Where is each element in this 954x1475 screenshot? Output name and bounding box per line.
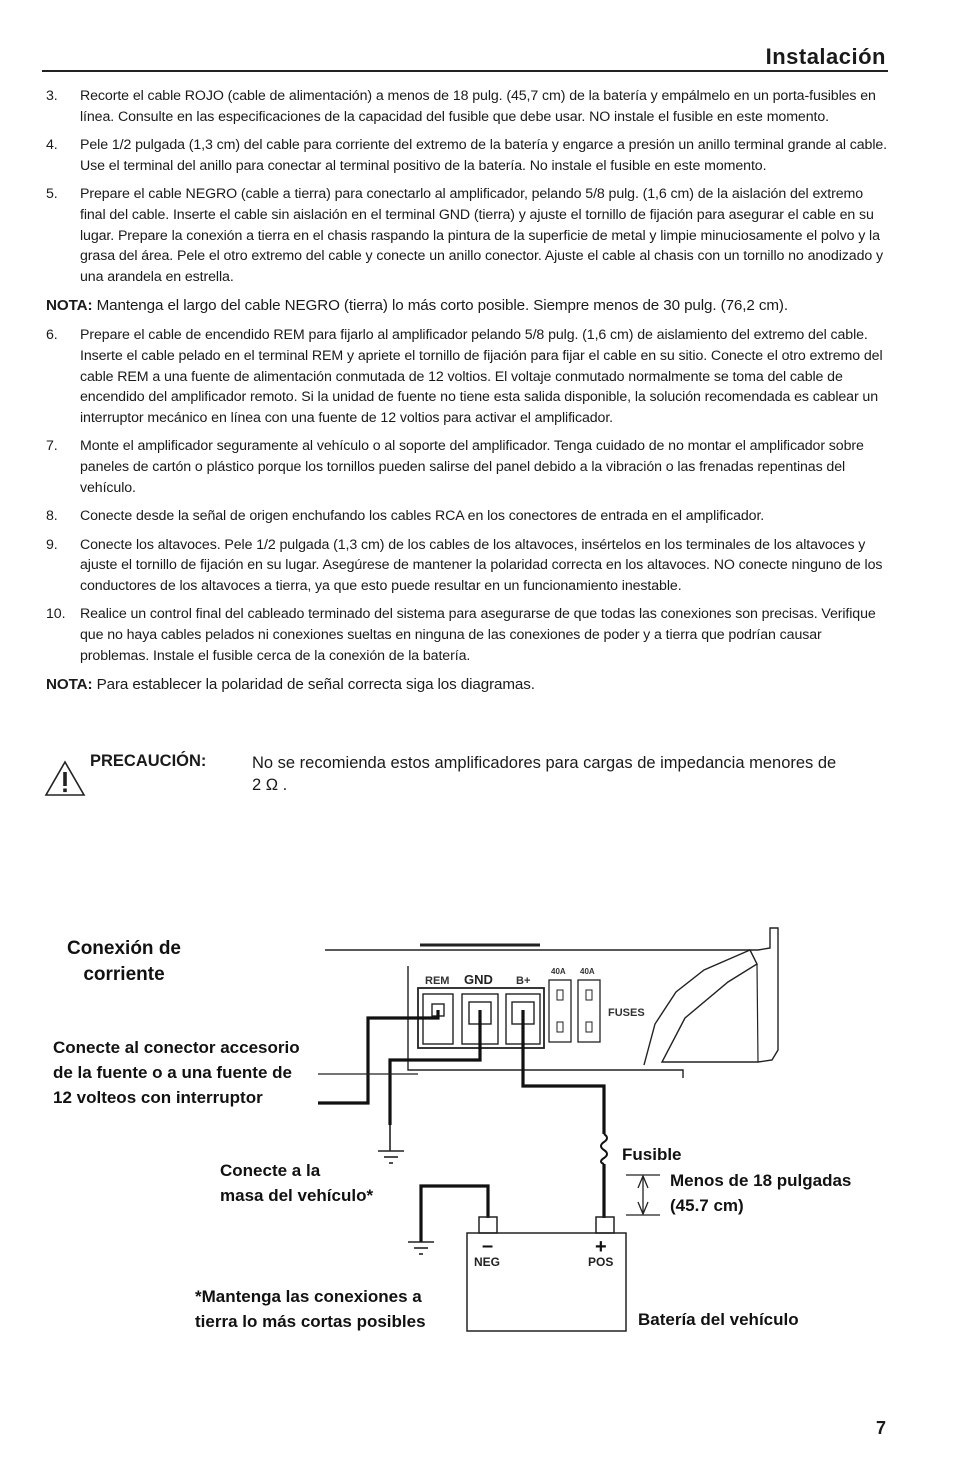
bplus-label: B+ <box>516 975 531 987</box>
note-text: Para establecer la polaridad de señal correcta siga los diagramas. <box>96 676 535 694</box>
minus-sign: – <box>482 1235 494 1257</box>
step-item <box>46 604 888 666</box>
wires <box>318 1010 604 1242</box>
power-title: Conexión de <box>66 938 182 959</box>
distance-label: Menos de 18 pulgadas <box>670 1171 852 1190</box>
battery-label: Batería del vehículo <box>638 1310 799 1329</box>
step-text: Realice un control final del cableado terminado del sistema para asegurarse de que todas las conexiones son precisas. Verifique que no haya cables pelados ni conexiones sueltas en ninguna de las conexiones de poder y a tierra que podrían causar problemas. Instale el fusible cerca de la conexión de la batería. <box>80 606 876 664</box>
pos-label: POS <box>588 1255 614 1269</box>
short-ground-note: tierra lo más cortas posibles <box>195 1312 426 1331</box>
step-text: Prepare el cable de encendido REM para fijarlo al amplificador pelando 5/8 pulg. (1,6 cm) de aislamiento del extremo del cable. Inserte el cable pelado en el terminal REM y apriete el tornillo de fijación para fijar el cable en su sitio. Conecte el otro extremo del cable REM a una fuente de alimentación conmutada de 12 voltios. El voltaje conmutado normalmente se toma del cable de encendido del amplificador remoto. Si la unidad de fuente no tiene esta salida disponible, la solución recomendada es cablear un interruptor mecánico en línea con una fuente de 12 voltios para activar el amplificador. <box>80 327 883 426</box>
fuse-icon <box>601 1134 607 1164</box>
step-number: 4. <box>46 137 58 154</box>
rem-label: REM <box>425 975 450 987</box>
step-item <box>46 86 888 127</box>
step-text: Pele 1/2 pulgada (1,3 cm) del cable para corriente del extremo de la batería y engarce a presión un anillo terminal grande al cable. Use el terminal del anillo para conectar al terminal positivo de la batería. No instale el fusible en este momento. <box>80 137 888 174</box>
ground-icon <box>408 1242 434 1254</box>
warning-icon <box>44 760 86 798</box>
plus-sign: + <box>595 1236 607 1258</box>
distance-label: (45.7 cm) <box>670 1196 744 1215</box>
step-number: 6. <box>46 327 58 344</box>
wiring-diagram <box>0 900 954 1400</box>
amplifier <box>325 928 778 1078</box>
step-number: 5. <box>46 186 58 203</box>
header-rule <box>42 70 888 72</box>
step-item <box>46 184 888 287</box>
caution-label: PRECAUCIÓN: <box>90 752 207 770</box>
step-item <box>46 506 888 527</box>
fuse-rating: 40A <box>551 967 566 976</box>
step-item <box>46 535 888 597</box>
step-number: 3. <box>46 88 58 104</box>
step-item <box>46 325 888 428</box>
fuse-label: Fusible <box>622 1145 682 1164</box>
page-number: 7 <box>875 1418 886 1438</box>
instructions <box>46 86 888 704</box>
fuse-rating: 40A <box>580 967 595 976</box>
ground-icon <box>378 1125 404 1163</box>
note-text: Mantenga el largo del cable NEGRO (tierra) lo más corto posible. Siempre menos de 30 pulg. (76,2 cm). <box>96 297 788 315</box>
note <box>46 295 888 316</box>
step-number: 10. <box>46 606 66 623</box>
step-item <box>46 135 888 176</box>
fuses-label: FUSES <box>608 1007 645 1019</box>
step-text: Recorte el cable ROJO (cable de alimentación) a menos de 18 pulg. (45,7 cm) de la batería y empálmelo en un porta-fusibles en línea. Consulte en las especificaciones de la capacidad del fusible que debe usar. NO instale el fusible en este momento. <box>80 88 876 125</box>
step-item <box>46 436 888 498</box>
page-header-title: Instalación <box>765 44 886 69</box>
step-text: Monte el amplificador seguramente al vehículo o al soporte del amplificador. Tenga cuidado de no montar el amplificador sobre paneles de cartón o plástico porque los tornillos pueden salirse del panel debido a la vibración o las frenadas repentinas del vehículo. <box>80 438 864 496</box>
ground-label: Conecte a la <box>220 1161 321 1180</box>
step-text: Prepare el cable NEGRO (cable a tierra) para conectarlo al amplificador, pelando 5/8 pulg. (1,6 cm) de la aislación del extremo final del cable. Inserte el cable sin aislación en el terminal GND (tierra) y ajuste el tornillo de fijación para asegurar el cable en su lugar. Prepare la conexión a tierra en el chasis raspando la pintura de la superficie de metal y limpie minuciosamente el polvo y la grasa del área. Pele el otro extremo del cable y conecte un anillo conector. Ajuste el cable al chasis con un tornillo no anodizado y una arandela en estrella. <box>80 186 883 285</box>
distance-marker <box>626 1175 660 1215</box>
neg-label: NEG <box>474 1255 501 1269</box>
gnd-label: GND <box>464 972 493 987</box>
accessory-label: de la fuente o a una fuente de <box>53 1063 292 1082</box>
step-number: 8. <box>46 508 58 525</box>
step-text: Conecte desde la señal de origen enchufando los cables RCA en los conectores de entrada en el amplificador. <box>80 508 765 525</box>
accessory-label: 12 volteos con interruptor <box>53 1088 263 1107</box>
short-ground-note: *Mantenga las conexiones a <box>195 1287 422 1306</box>
note <box>46 674 888 695</box>
note-label: NOTA: <box>46 676 93 694</box>
caution-block <box>44 752 844 802</box>
power-title: corriente <box>83 964 165 985</box>
step-number: 7. <box>46 438 58 455</box>
note-label: NOTA: <box>46 297 93 315</box>
step-number: 9. <box>46 536 58 553</box>
ground-label: masa del vehículo* <box>220 1186 374 1205</box>
step-text: Conecte los altavoces. Pele 1/2 pulgada (1,3 cm) de los cables de los altavoces, insértelos en los terminales de los altavoces y ajuste el tornillo de fijación en su lugar. Asegúrese de mantener la polaridad correcta en los altavoces. NO conecte ninguno de los conductores de los altavoces a tierra, ya que esto puede resultar en un funcionamiento inestable. <box>80 536 883 594</box>
accessory-label: Conecte al conector accesorio <box>53 1038 300 1057</box>
caution-text: No se recomienda estos amplificadores para cargas de impedancia menores de 2 Ω . <box>252 754 837 794</box>
